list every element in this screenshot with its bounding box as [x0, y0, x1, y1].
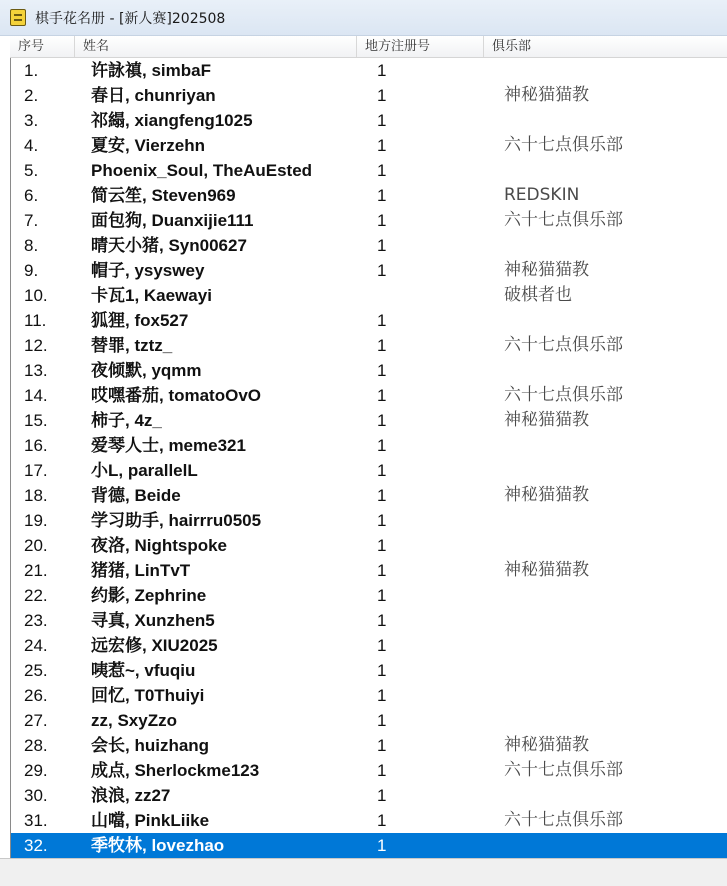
row-name: 成点, Sherlockme123 [91, 761, 260, 780]
row-name: 柿子, 4z_ [91, 411, 162, 430]
table-row[interactable] [11, 333, 727, 358]
table-row[interactable] [11, 508, 727, 533]
row-index: 7. [24, 211, 39, 230]
row-reg-number: 1 [377, 511, 387, 530]
row-index: 25. [24, 661, 48, 680]
row-club: 六十七点俱乐部 [504, 210, 623, 230]
row-index: 10. [24, 286, 48, 305]
table-row[interactable] [11, 433, 727, 458]
row-name: 许詠禛, simbaF [91, 61, 211, 80]
row-index: 16. [24, 436, 48, 455]
table-row[interactable] [11, 708, 727, 733]
row-reg-number: 1 [377, 586, 387, 605]
row-index: 6. [24, 186, 39, 205]
column-header-club[interactable]: 俱乐部 [492, 39, 532, 54]
row-name: 季牧林, lovezhao [91, 836, 225, 855]
row-index: 18. [24, 486, 48, 505]
table-row[interactable] [11, 633, 727, 658]
app-notebook-icon[interactable] [10, 9, 26, 26]
column-header-name[interactable]: 姓名 [75, 36, 357, 57]
row-name: 回忆, T0Thuiyi [91, 686, 205, 705]
row-name: 寻真, Xunzhen5 [91, 611, 215, 630]
row-name: 咦惹~, vfuqiu [91, 661, 196, 680]
row-index: 9. [24, 261, 39, 280]
row-index: 8. [24, 236, 39, 255]
row-reg-number: 1 [377, 211, 387, 230]
table-row[interactable] [11, 783, 727, 808]
table-row[interactable] [11, 58, 727, 83]
row-club: 神秘猫猫教 [504, 735, 589, 755]
table-row[interactable] [11, 108, 727, 133]
row-reg-number: 1 [377, 61, 387, 80]
table-row[interactable] [11, 558, 727, 583]
row-name: 学习助手, hairrru0505 [91, 511, 262, 530]
row-index: 2. [24, 86, 39, 105]
row-reg-number: 1 [377, 136, 387, 155]
row-club: 六十七点俱乐部 [504, 135, 623, 155]
window-title: 棋手花名册 - [新人赛]202508 [35, 11, 226, 27]
row-name: 夏安, Vierzehn [91, 136, 205, 155]
row-index: 13. [24, 361, 48, 380]
row-index: 12. [24, 336, 48, 355]
row-reg-number: 1 [377, 761, 387, 780]
row-index: 24. [24, 636, 48, 655]
row-reg-number: 1 [377, 711, 387, 730]
table-row[interactable] [11, 258, 727, 283]
row-reg-number: 1 [377, 186, 387, 205]
row-name: 远宏修, XIU2025 [91, 636, 218, 655]
table-row[interactable] [11, 283, 727, 308]
row-name: 替罪, tztz_ [91, 336, 173, 355]
row-index: 4. [24, 136, 39, 155]
row-name: 面包狗, Duanxijie111 [91, 211, 254, 230]
row-index: 27. [24, 711, 48, 730]
row-name: 卡瓦1, Kaewayi [91, 286, 212, 305]
list-header [10, 36, 727, 58]
table-row-selected[interactable] [11, 833, 727, 858]
row-name: 约影, Zephrine [91, 586, 207, 605]
row-club: 六十七点俱乐部 [504, 760, 623, 780]
row-reg-number: 1 [377, 636, 387, 655]
row-reg-number: 1 [377, 111, 387, 130]
table-row[interactable] [11, 758, 727, 783]
row-reg-number: 1 [377, 736, 387, 755]
row-name: 夜倾默, yqmm [91, 361, 202, 380]
row-name: 祁䌈, xiangfeng1025 [91, 111, 253, 130]
row-reg-number: 1 [377, 411, 387, 430]
row-index: 20. [24, 536, 48, 555]
row-name: 爱琴人士, meme321 [91, 436, 246, 455]
table-row[interactable] [11, 208, 727, 233]
row-reg-number: 1 [377, 386, 387, 405]
table-row[interactable] [11, 483, 727, 508]
row-reg-number: 1 [377, 561, 387, 580]
row-index: 22. [24, 586, 48, 605]
row-club: 破棋者也 [504, 285, 572, 305]
row-club: 六十七点俱乐部 [504, 385, 623, 405]
player-list[interactable] [10, 58, 727, 858]
row-name: 小L, parallelL [91, 461, 198, 480]
row-reg-number: 1 [377, 836, 387, 855]
row-index: 30. [24, 786, 48, 805]
row-name: zz, SxyZzo [91, 711, 177, 730]
row-index: 15. [24, 411, 48, 430]
row-reg-number: 1 [377, 336, 387, 355]
row-name: Phoenix_Soul, TheAuEsted [91, 161, 313, 180]
table-row[interactable] [11, 533, 727, 558]
table-row[interactable] [11, 358, 727, 383]
row-club: 神秘猫猫教 [504, 85, 589, 105]
row-name: 春日, chunriyan [91, 86, 216, 105]
table-row[interactable] [11, 583, 727, 608]
row-club: 神秘猫猫教 [504, 260, 589, 280]
row-index: 32. [24, 836, 48, 855]
row-name: 背德, Beide [91, 486, 181, 505]
title-bar [0, 0, 727, 36]
table-row[interactable] [11, 83, 727, 108]
row-index: 29. [24, 761, 48, 780]
row-reg-number: 1 [377, 86, 387, 105]
table-row[interactable] [11, 383, 727, 408]
row-name: 帽子, ysyswey [91, 261, 205, 280]
row-name: 猪猪, LinTvT [91, 561, 191, 580]
table-row[interactable] [11, 458, 727, 483]
row-name: 山噹, PinkLiike [91, 811, 210, 830]
row-reg-number: 1 [377, 261, 387, 280]
row-reg-number: 1 [377, 536, 387, 555]
row-club: 六十七点俱乐部 [504, 335, 623, 355]
row-reg-number: 1 [377, 686, 387, 705]
row-reg-number: 1 [377, 361, 387, 380]
row-club: 神秘猫猫教 [504, 485, 589, 505]
row-index: 21. [24, 561, 48, 580]
column-header-reg[interactable]: 地方注册号 [357, 36, 484, 57]
table-row[interactable] [11, 408, 727, 433]
table-row[interactable] [11, 183, 727, 208]
row-index: 1. [24, 61, 39, 80]
row-reg-number: 1 [377, 236, 387, 255]
row-index: 14. [24, 386, 48, 405]
status-bar [0, 858, 727, 886]
row-index: 31. [24, 811, 48, 830]
row-club: REDSKIN [504, 185, 580, 205]
table-row[interactable] [11, 683, 727, 708]
row-index: 3. [24, 111, 39, 130]
table-row[interactable] [11, 733, 727, 758]
row-reg-number: 1 [377, 661, 387, 680]
row-index: 23. [24, 611, 48, 630]
table-row[interactable] [11, 133, 727, 158]
column-header-index[interactable]: 序号 [10, 36, 75, 57]
row-index: 19. [24, 511, 48, 530]
row-reg-number: 1 [377, 786, 387, 805]
row-reg-number: 1 [377, 161, 387, 180]
row-reg-number: 1 [377, 611, 387, 630]
row-index: 5. [24, 161, 39, 180]
row-name: 晴天小猪, Syn00627 [91, 236, 247, 255]
table-row[interactable] [11, 158, 727, 183]
row-index: 28. [24, 736, 48, 755]
row-name: 浪浪, zz27 [91, 786, 171, 805]
row-club: 神秘猫猫教 [504, 560, 589, 580]
table-row[interactable] [11, 233, 727, 258]
row-reg-number: 1 [377, 436, 387, 455]
row-index: 26. [24, 686, 48, 705]
row-reg-number: 1 [377, 811, 387, 830]
row-index: 17. [24, 461, 48, 480]
row-name: 哎嘿番茄, tomatoOvO [91, 386, 262, 405]
table-row[interactable] [11, 308, 727, 333]
table-row[interactable] [11, 658, 727, 683]
row-reg-number: 1 [377, 461, 387, 480]
row-name: 夜洛, Nightspoke [91, 536, 228, 555]
row-name: 会长, huizhang [91, 736, 210, 755]
row-club: 六十七点俱乐部 [504, 810, 623, 830]
row-club: 神秘猫猫教 [504, 410, 589, 430]
row-reg-number: 1 [377, 311, 387, 330]
row-name: 简云笙, Steven969 [91, 186, 236, 205]
row-reg-number: 1 [377, 486, 387, 505]
table-row[interactable] [11, 808, 727, 833]
table-row[interactable] [11, 608, 727, 633]
row-name: 狐狸, fox527 [91, 311, 189, 330]
row-index: 11. [24, 311, 47, 330]
